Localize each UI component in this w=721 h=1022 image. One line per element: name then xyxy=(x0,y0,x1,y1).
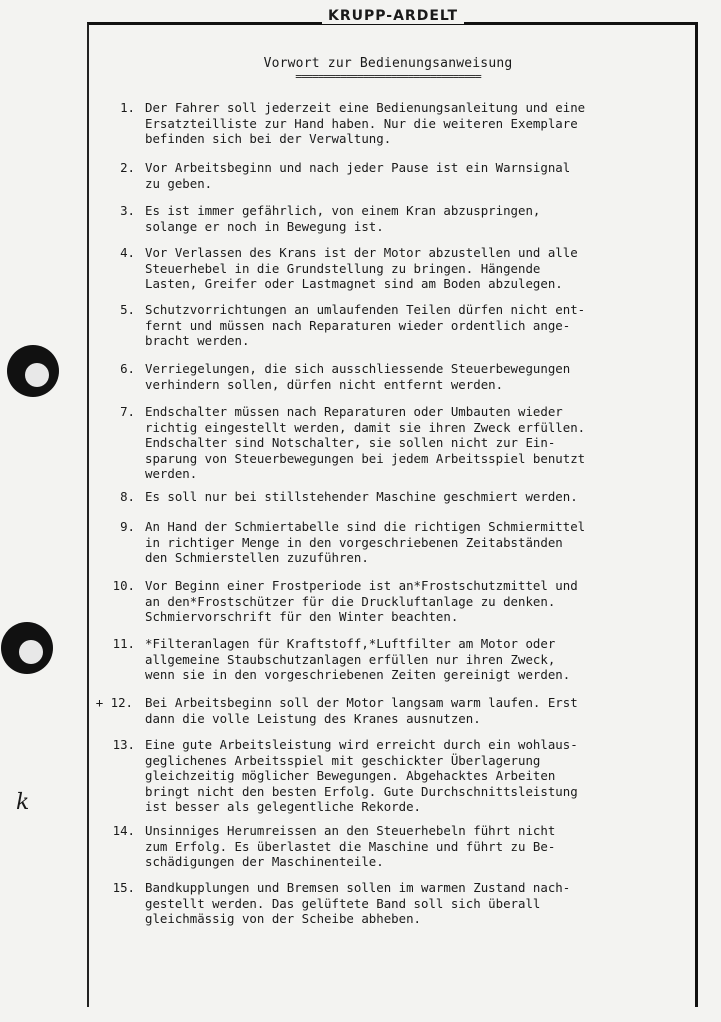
paragraph-line: Der Fahrer soll jederzeit eine Bedienungsanleitung und eine xyxy=(145,100,586,115)
paragraph-line: sparung von Steuerbewegungen bei jedem Arbeitsspiel benutzt xyxy=(145,450,586,466)
paragraph-line: allgemeine Staubschutzanlagen erfüllen nur ihren Zweck, xyxy=(145,651,556,667)
paragraph-number: 15. xyxy=(112,880,135,895)
punch-hole-bottom xyxy=(1,622,53,674)
paragraph-line: richtig eingestellt werden, damit sie ihren Zweck erfüllen. xyxy=(145,419,586,435)
paragraph-line: An Hand der Schmiertabelle sind die richtigen Schmiermittel xyxy=(145,519,586,534)
paragraph-line: Vor Beginn einer Frostperiode ist an*Frostschutzmittel und xyxy=(145,578,578,593)
paragraph-line: Endschalter sind Notschalter, sie sollen nicht zur Ein- xyxy=(145,435,556,450)
paragraph-line: Verriegelungen, die sich ausschliessende Steuerbewegungen xyxy=(145,361,571,376)
paragraph-line: dann die volle Leistung des Kranes ausnutzen. xyxy=(145,710,481,726)
paragraph-number: 2. xyxy=(120,160,135,175)
paragraph-line: bracht werden. xyxy=(145,333,250,348)
paragraph-line: Es soll nur bei stillstehender Maschine geschmiert werden. xyxy=(145,489,578,504)
paragraph-line: Bei Arbeitsbeginn soll der Motor langsam warm laufen. Erst xyxy=(145,695,578,710)
paragraph-line: Vor Arbeitsbeginn und nach jeder Pause ist ein Warnsignal xyxy=(145,160,571,175)
paragraph-number: 8. xyxy=(120,489,135,504)
paragraph-number: 13. xyxy=(112,737,135,752)
company-header: KRUPP-ARDELT xyxy=(322,8,464,24)
paragraph-line: Es ist immer gefährlich, von einem Kran abzuspringen, xyxy=(145,203,541,218)
paragraph-line: bringt nicht den besten Erfolg. Gute Durchschnittsleistung xyxy=(145,783,578,799)
paragraph-line: Vor Verlassen des Krans ist der Motor abzustellen und alle xyxy=(145,245,578,260)
paragraph-line: Endschalter müssen nach Reparaturen oder Umbauten wieder xyxy=(145,404,563,419)
paragraph-line: Ersatzteilliste zur Hand haben. Nur die weiteren Exemplare xyxy=(145,115,578,131)
paragraph-number: + 12. xyxy=(95,695,133,710)
paragraph-line: Lasten, Greifer oder Lastmagnet sind am Boden abzulegen. xyxy=(145,276,563,291)
paragraph-line: verhindern sollen, dürfen nicht entfernt werden. xyxy=(145,376,504,392)
paragraph-line: gleichmässig von der Scheibe abheben. xyxy=(145,911,422,926)
paragraph-line: den Schmierstellen zuzuführen. xyxy=(145,550,369,565)
paragraph-line: zum Erfolg. Es überlastet die Maschine und führt zu Be- xyxy=(145,838,556,854)
paragraph-line: gleichzeitig möglicher Bewegungen. Abgehacktes Arbeiten xyxy=(145,768,556,783)
document-title: Vorwort zur Bedienungsanweisung xyxy=(263,56,513,71)
paragraph-line: Steuerhebel in die Grundstellung zu bringen. Hängende xyxy=(145,260,541,276)
paragraph-number: 6. xyxy=(120,361,135,376)
paragraph-line: schädigungen der Maschinenteile. xyxy=(145,854,384,869)
paragraph-line: solange er noch in Bewegung ist. xyxy=(145,218,384,234)
paragraph-line: Eine gute Arbeitsleistung wird erreicht durch ein wohlaus- xyxy=(145,737,578,752)
paragraph-line: befinden sich bei der Verwaltung. xyxy=(145,131,392,146)
paragraph-line: werden. xyxy=(145,466,198,481)
paragraph-line: an den*Frostschützer für die Druckluftanlage zu denken. xyxy=(145,593,556,609)
paragraph-line: geglichenes Arbeitsspiel mit geschickter Überlagerung xyxy=(145,752,541,768)
title-underline: ================================= xyxy=(295,70,481,83)
paragraph-line: Bandkupplungen und Bremsen sollen im warmen Zustand nach- xyxy=(145,880,571,895)
paragraph-number: 11. xyxy=(112,636,135,651)
paragraph-number: 10. xyxy=(112,578,135,593)
paragraph-line: in richtiger Menge in den vorgeschriebenen Zeitabständen xyxy=(145,534,563,550)
paragraph-number: 4. xyxy=(120,245,135,260)
paragraph-line: Unsinniges Herumreissen an den Steuerhebeln führt nicht xyxy=(145,823,556,838)
paragraph-number: 3. xyxy=(120,203,135,218)
paragraph-line: Schmiervorschrift für den Winter beachten. xyxy=(145,609,459,624)
paragraph-line: wenn sie in den vorgeschriebenen Zeiten gereinigt werden. xyxy=(145,667,571,682)
punch-hole-top xyxy=(7,345,59,397)
paragraph-number: 9. xyxy=(120,519,135,534)
paragraph-line: *Filteranlagen für Kraftstoff,*Luftfilter am Motor oder xyxy=(145,636,556,651)
paragraph-line: gestellt werden. Das gelüftete Band soll sich überall xyxy=(145,895,541,911)
paragraph-number: 5. xyxy=(120,302,135,317)
paragraph-number: 1. xyxy=(120,100,135,115)
paragraph-number: 14. xyxy=(112,823,135,838)
paragraph-line: ist besser als gelegentliche Rekorde. xyxy=(145,799,422,814)
paragraph-number: 7. xyxy=(120,404,135,419)
handwritten-margin-mark: k xyxy=(16,790,30,815)
paragraph-line: Schutzvorrichtungen an umlaufenden Teilen dürfen nicht ent- xyxy=(145,302,586,317)
paragraph-line: zu geben. xyxy=(145,175,213,191)
paragraph-line: fernt und müssen nach Reparaturen wieder ordentlich ange- xyxy=(145,317,571,333)
